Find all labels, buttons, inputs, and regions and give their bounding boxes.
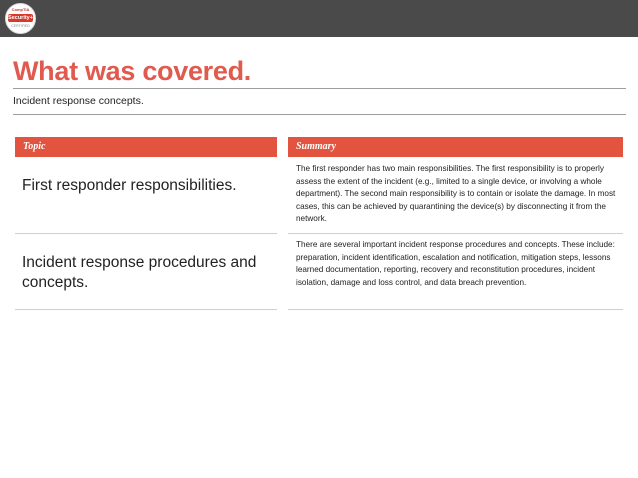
slide-subtitle: Incident response concepts. — [13, 95, 144, 107]
logo-top-text: CompTIA — [11, 7, 30, 12]
slide-title: What was covered. — [13, 56, 251, 86]
row-divider — [15, 233, 277, 234]
summary-cell: The first responder has two main responsibilities. The first responsibility is to properly assess the extent of the incident (e.g., limited to a single device, or involving a whole department). The second main responsibility is to contain or isolate the damage. In most cases, this can be achieved by quarantining the device(s) by disconnecting it from the network. — [296, 164, 616, 223]
row-divider — [288, 233, 623, 234]
subtitle-divider — [13, 114, 626, 115]
topic-cell: Incident response procedures and concepts. — [22, 254, 257, 291]
logo-bottom-text: CERTIFIED — [11, 24, 30, 28]
topic-cell: First responder responsibilities. — [22, 177, 237, 194]
summary-cell: There are several important incident response procedures and concepts. These include: preparation, incident identification, escalation and notification, mitigation steps, lessons learned documentation, reporting, recovery and reconstitution procedures, incident isolation, damage and loss control, and data breach prevention. — [296, 240, 615, 287]
row-divider — [288, 309, 623, 310]
row-divider — [15, 309, 277, 310]
logo-band — [8, 14, 33, 22]
topic-column-header: Topic — [15, 137, 277, 157]
top-bar — [0, 0, 638, 37]
summary-column-header: Summary — [288, 137, 623, 157]
comptia-security-plus-logo — [5, 3, 36, 34]
logo-band-text: Security+ — [8, 15, 33, 21]
title-divider — [13, 88, 626, 89]
